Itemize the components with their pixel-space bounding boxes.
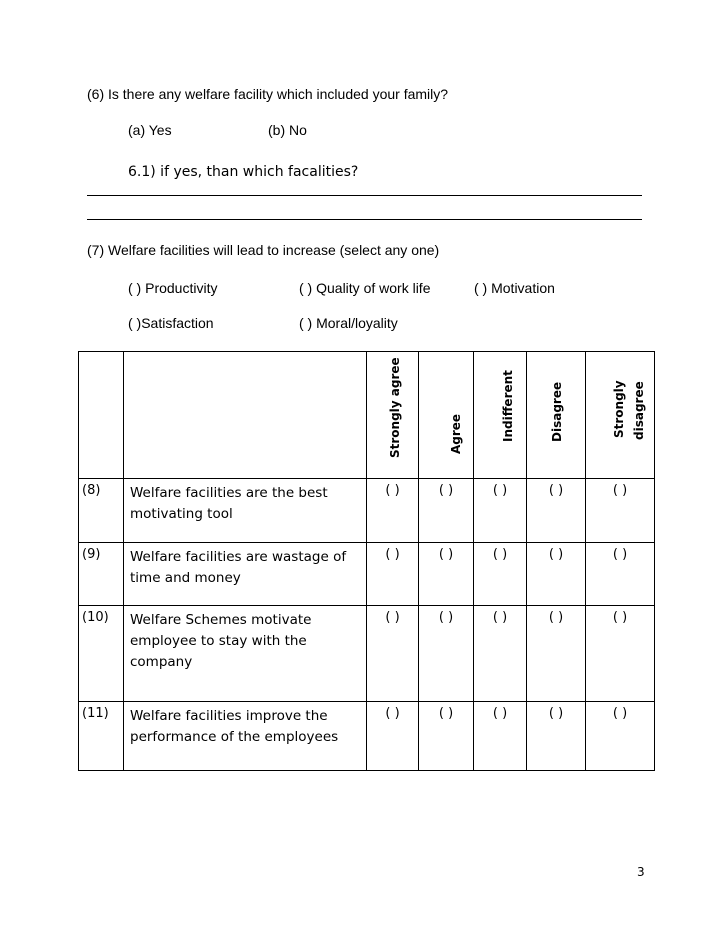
row-statement: Welfare facilities are the best motivating tool — [124, 479, 367, 543]
q7-option-quality-of-work-life[interactable]: ( ) Quality of work life — [299, 280, 431, 296]
option-agree[interactable]: ( ) — [419, 606, 474, 702]
row-statement: Welfare facilities improve the performance of the employees — [124, 702, 367, 771]
q6-option-no[interactable]: (b) No — [268, 122, 307, 138]
option-disagree[interactable]: ( ) — [527, 479, 586, 543]
table-row — [79, 606, 655, 702]
option-disagree[interactable]: ( ) — [527, 543, 586, 606]
page-number: 3 — [637, 865, 645, 879]
table-row — [79, 479, 655, 543]
answer-line-2[interactable] — [87, 219, 642, 220]
option-indifferent[interactable]: ( ) — [474, 702, 527, 771]
q7-option-productivity[interactable]: ( ) Productivity — [128, 280, 218, 296]
option-disagree[interactable]: ( ) — [527, 702, 586, 771]
row-statement: Welfare facilities are wastage of time and money — [124, 543, 367, 606]
header-strongly-disagree-line2: disagree — [632, 381, 646, 440]
row-number: (11) — [79, 702, 124, 771]
header-strongly-agree-label: Strongly agree — [387, 357, 402, 458]
q7-option-satisfaction[interactable]: ( )Satisfaction — [128, 315, 214, 331]
option-agree[interactable]: ( ) — [419, 702, 474, 771]
q7-option-motivation[interactable]: ( ) Motivation — [474, 280, 555, 296]
option-disagree[interactable]: ( ) — [527, 606, 586, 702]
option-strongly-disagree[interactable]: ( ) — [586, 606, 655, 702]
header-disagree — [527, 352, 586, 479]
q6-option-yes[interactable]: (a) Yes — [128, 122, 172, 138]
header-strongly-agree — [367, 352, 419, 479]
option-strongly-disagree[interactable]: ( ) — [586, 479, 655, 543]
question-6-1: 6.1) if yes, than which facalities? — [128, 164, 359, 180]
header-strongly-disagree — [586, 352, 655, 479]
option-strongly-agree[interactable]: ( ) — [367, 606, 419, 702]
question-7: (7) Welfare facilities will lead to increase (select any one) — [87, 242, 440, 258]
header-indifferent-label: Indifferent — [501, 370, 515, 442]
option-strongly-disagree[interactable]: ( ) — [586, 702, 655, 771]
header-indifferent — [474, 352, 527, 479]
row-statement: Welfare Schemes motivate employee to stay with the company — [124, 606, 367, 702]
header-number-cell — [79, 352, 124, 479]
header-disagree-label: Disagree — [550, 381, 564, 442]
option-agree[interactable]: ( ) — [419, 543, 474, 606]
row-number: (9) — [79, 543, 124, 606]
option-indifferent[interactable]: ( ) — [474, 479, 527, 543]
header-agree — [419, 352, 474, 479]
table-row — [79, 543, 655, 606]
option-indifferent[interactable]: ( ) — [474, 543, 527, 606]
row-number: (10) — [79, 606, 124, 702]
question-6: (6) Is there any welfare facility which included your family? — [87, 86, 449, 102]
option-strongly-agree[interactable]: ( ) — [367, 479, 419, 543]
row-number: (8) — [79, 479, 124, 543]
option-indifferent[interactable]: ( ) — [474, 606, 527, 702]
header-strongly-disagree-line1: Strongly — [612, 380, 626, 438]
header-statement-cell — [124, 352, 367, 479]
q7-option-moral-loyalty[interactable]: ( ) Moral/loyality — [299, 315, 398, 331]
option-strongly-agree[interactable]: ( ) — [367, 702, 419, 771]
option-strongly-agree[interactable]: ( ) — [367, 543, 419, 606]
answer-line-1[interactable] — [87, 195, 642, 196]
option-strongly-disagree[interactable]: ( ) — [586, 543, 655, 606]
table-row — [79, 702, 655, 771]
header-agree-label: Agree — [449, 413, 463, 454]
option-agree[interactable]: ( ) — [419, 479, 474, 543]
likert-table — [78, 351, 655, 771]
table-header-row — [79, 352, 655, 479]
